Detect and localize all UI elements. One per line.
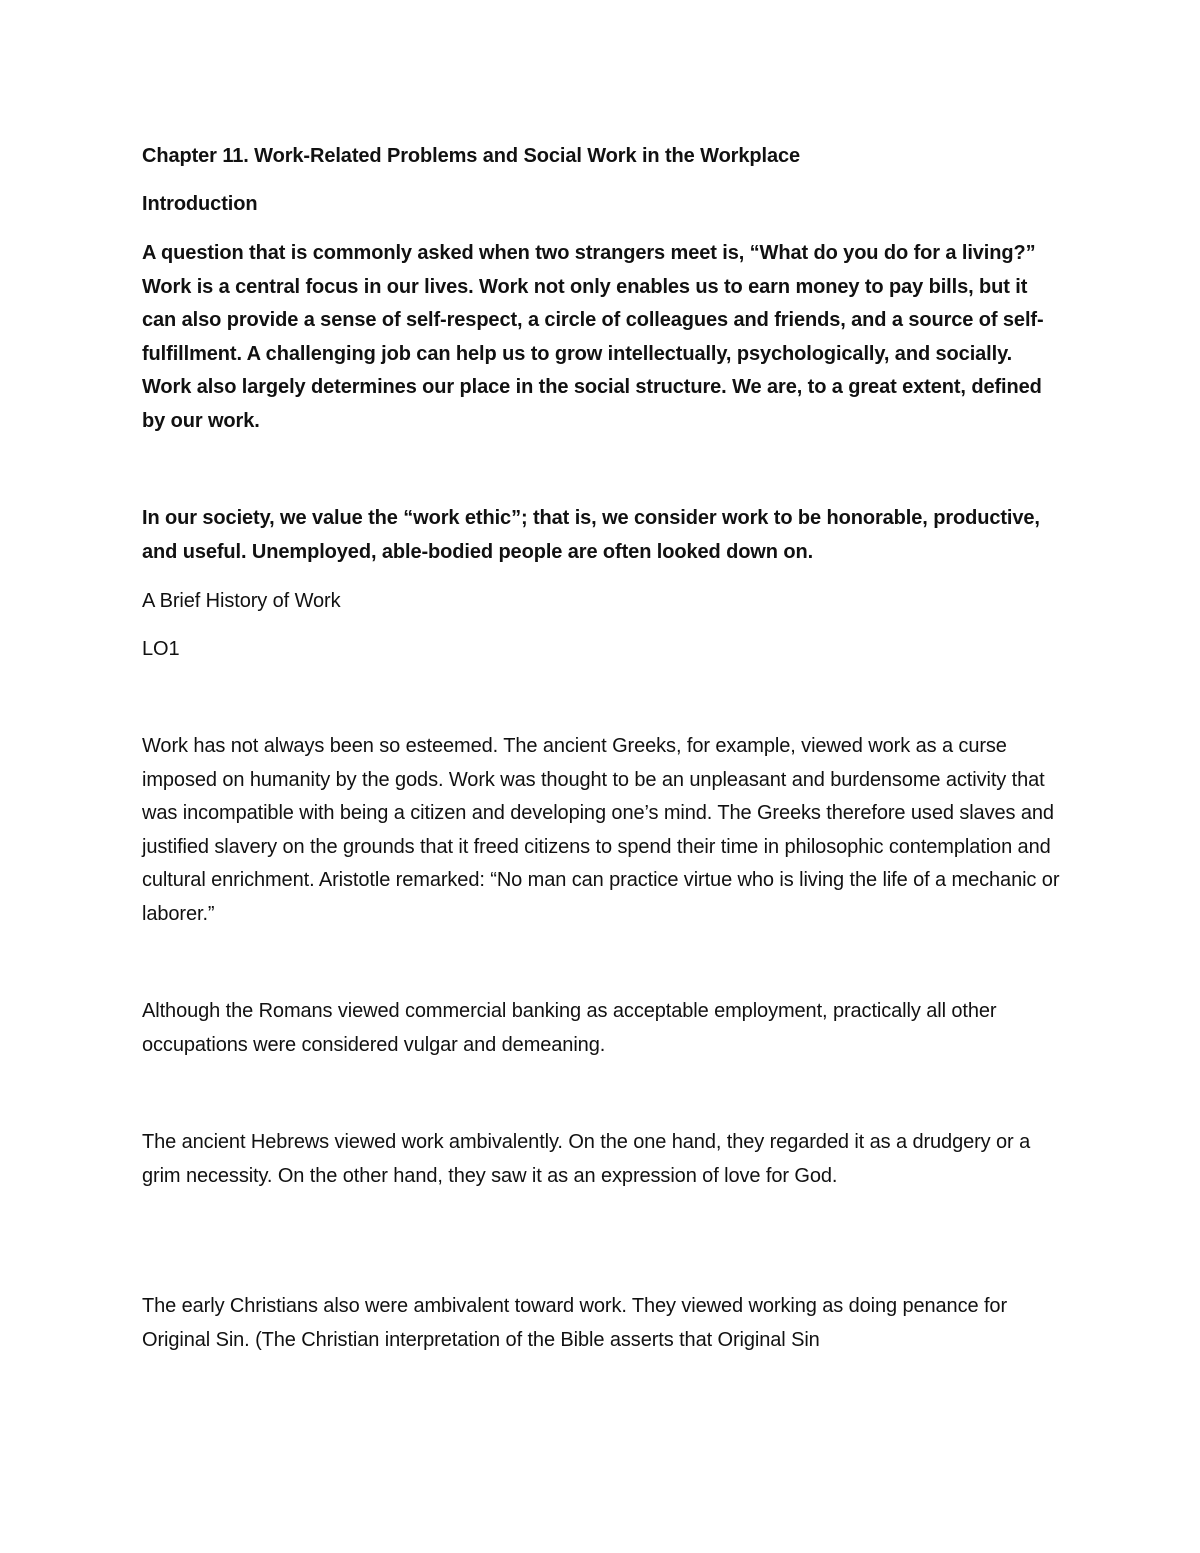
intro-paragraph-1: A question that is commonly asked when two strangers meet is, “What do you do for a living?” Work is a central focus in our lives. Work not only enables us to earn money to pay bills, but it can also provide a sense of self-respect, a circle of colleagues and friends, and a source of self-fulfillment. A challenging job can help us to grow intellectually, psychologically, and socially. Work also largely determines our place in the social structure. We are, to a great extent, defined by our work.	[142, 242, 1044, 432]
paragraph-christians: The early Christians also were ambivalent toward work. They viewed working as doing penance for Original Sin. (The Christian interpretation of the Bible asserts that Original Sin	[142, 1295, 1008, 1351]
paragraph-greeks: Work has not always been so esteemed. The ancient Greeks, for example, viewed work as a curse imposed on humanity by the gods. Work was thought to be an unpleasant and burdensome activity that was incompatible with being a citizen and developing one’s mind. The Greeks therefore used slaves and justified slavery on the grounds that it freed citizens to spend their time in philosophic contemplation and cultural enrichment. Aristotle remarked: “No man can practice virtue who is living the life of a mechanic or laborer.”	[142, 735, 1060, 925]
paragraph-hebrews: The ancient Hebrews viewed work ambivalently. On the one hand, they regarded it as a drudgery or a grim necessity. On the other hand, they saw it as an expression of love for God.	[142, 1131, 1031, 1187]
learning-objective: LO1	[142, 638, 180, 660]
history-heading: A Brief History of Work	[142, 590, 341, 612]
chapter-title: Chapter 11. Work-Related Problems and Social Work in the Workplace	[142, 145, 801, 167]
intro-heading: Introduction	[142, 193, 258, 215]
intro-paragraph-2: In our society, we value the “work ethic”; that is, we consider work to be honorable, productive, and useful. Unemployed, able-bodied people are often looked down on.	[142, 507, 1040, 563]
paragraph-romans: Although the Romans viewed commercial banking as acceptable employment, practically all other occupations were considered vulgar and demeaning.	[142, 1000, 997, 1056]
